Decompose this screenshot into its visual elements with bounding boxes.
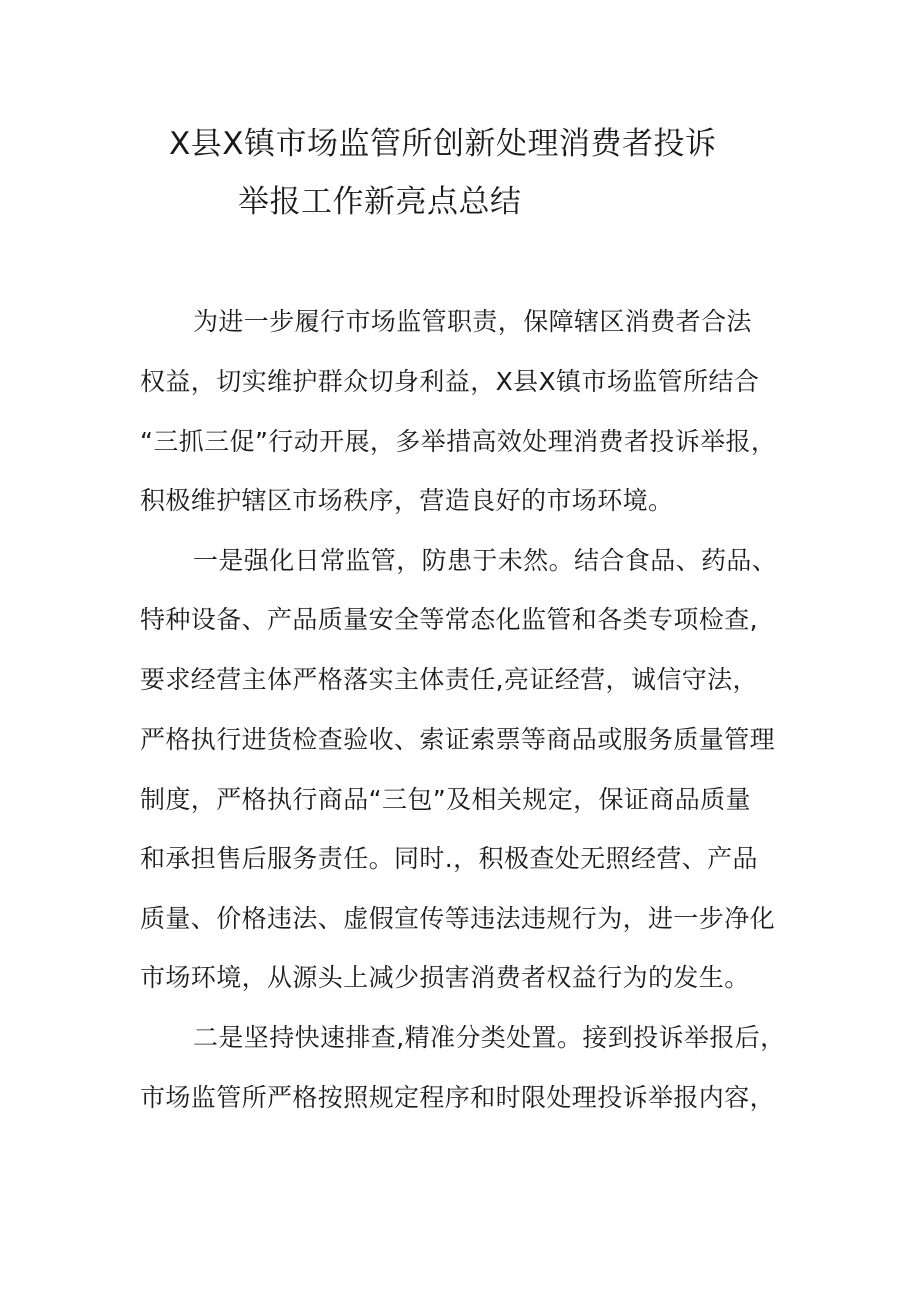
document-title-line-1: X县X镇市场监管所创新处理消费者投诉: [169, 126, 717, 162]
paragraph-2-line-7: 质量、价格违法、虚假宣传等违法违规行为，进一步净化: [140, 904, 776, 933]
paragraph-2-line-2: 特种设备、产品质量安全等常态化监管和各类专项检查,: [140, 605, 758, 634]
paragraph-2-line-1: 一是强化日常监管，防患于未然。结合食品、药品、: [193, 546, 778, 575]
paragraph-2-line-6: 和承担售后服务责任。同时.，积极查处无照经营、产品: [140, 844, 758, 873]
paragraph-2-line-4: 严格执行进货检查验收、索证索票等商品或服务质量管理: [140, 725, 776, 754]
paragraph-1-line-1: 为进一步履行市场监管职责，保障辖区消费者合法: [193, 307, 752, 336]
paragraph-1-line-4: 积极维护辖区市场秩序，营造良好的市场环境。: [140, 486, 674, 515]
paragraph-1-line-2: 权益，切实维护群众切身利益，X县X镇市场监管所结合: [140, 367, 760, 396]
paragraph-3-line-1: 二是坚持快速排查,精准分类处置。接到投诉举报后，: [193, 1023, 786, 1052]
paragraph-2-line-5: 制度，严格执行商品“三包”及相关规定，保证商品质量: [140, 785, 751, 814]
paragraph-2-line-8: 市场环境，从源头上减少损害消费者权益行为的发生。: [140, 963, 750, 992]
document-title-line-2: 举报工作新亮点总结: [238, 184, 522, 220]
paragraph-1-line-3: “三抓三促”行动开展，多举措高效处理消费者投诉举报，: [140, 427, 777, 456]
paragraph-3-line-2: 市场监管所严格按照规定程序和时限处理投诉举报内容，: [140, 1083, 776, 1112]
paragraph-2-line-3: 要求经营主体严格落实主体责任,亮证经营，诚信守法，: [140, 665, 758, 694]
